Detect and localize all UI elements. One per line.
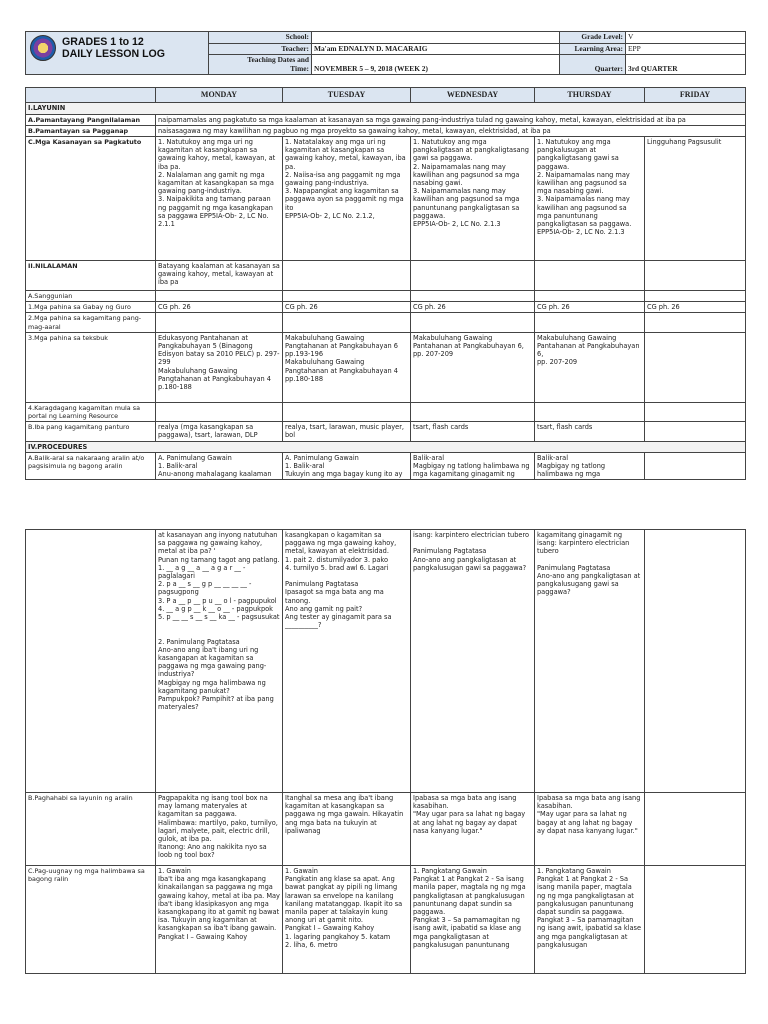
cell-thursday: Ipabasa sa mga bata ang isang kasabihan. "May ugar para sa lahat ng bagay at ang lahat ng bagay ay dapat nasa kanyang lugar." bbox=[535, 793, 645, 866]
day-header-row bbox=[26, 88, 746, 103]
lesson-log-table-page-1 bbox=[25, 87, 746, 480]
grade-value: V bbox=[626, 32, 746, 44]
cell-monday: 1. Natutukoy ang mga uri ng kagamitan at kasangkapan sa gawaing kahoy, metal, kawayan, at iba pa. 2. Nalalaman ang gamit ng mga kagamitan at kasangkapan sa mga gawaing pang-industriya. 3. Naipakikita ang tamang paraan ng paggamit ng mga kasangkapan sa paggawa EPP5IA-Ob- 2, LC No. 2.1.1 bbox=[156, 136, 283, 260]
cell-thursday: Makabuluhang Gawaing Pantahanan at Pangkabuhayan 6, pp. 207-209 bbox=[535, 332, 645, 402]
day-friday: FRIDAY bbox=[645, 88, 746, 103]
dates-label-line-1: Teaching Dates and bbox=[247, 55, 309, 65]
cell-wednesday bbox=[411, 260, 535, 290]
section-title: IV.PROCEDURES bbox=[26, 441, 746, 452]
cell-friday bbox=[645, 422, 746, 441]
cell-monday: Batayang kaalaman at kasanayan sa gawaing kahoy, metal, kawayan at iba pa bbox=[156, 260, 283, 290]
title-block bbox=[26, 32, 209, 75]
row-label: C.Mga Kasanayan sa Pagkatuto bbox=[26, 136, 156, 260]
cell-monday: realya (mga kasangkapan sa paggawa), tsart, larawan, DLP bbox=[156, 422, 283, 441]
day-thursday: THURSDAY bbox=[535, 88, 645, 103]
section-title: I.LAYUNIN bbox=[26, 103, 746, 114]
cell-friday bbox=[645, 452, 746, 480]
cell-tuesday: A. Panimulang Gawain 1. Balik-aral Tukuyin ang mga bagay kung ito ay bbox=[283, 452, 411, 480]
cell-thursday: 1. Pangkatang Gawain Pangkat 1 at Pangkat 2 - Sa isang manila paper, magtala ng ng mga pangkaligtasan at pangkalusugan panuntunang dapat sundin sa paggawa. Pangkat 3 – Sa pamamagitan ng isang awit, ipabatid sa klase ang mga pangkaligtasan at pangkalusugan bbox=[535, 866, 645, 974]
row-value: naisasagawa ng may kawilihan ng pagbuo ng mga proyekto sa gawaing kahoy, metal, kawayan, elektrisidad, at iba pa bbox=[156, 125, 746, 136]
row-gabay bbox=[26, 302, 746, 313]
day-tuesday: TUESDAY bbox=[283, 88, 411, 103]
row-kagamitan bbox=[26, 313, 746, 332]
grade-label: Grade Level: bbox=[560, 32, 626, 44]
cell-wednesday: tsart, flash cards bbox=[411, 422, 535, 441]
area-value: EPP bbox=[626, 43, 746, 55]
cell-friday: Lingguhang Pagsusulit bbox=[645, 136, 746, 260]
lesson-log-header bbox=[25, 31, 746, 75]
cell-wednesday: CG ph. 26 bbox=[411, 302, 535, 313]
lesson-log-page-1 bbox=[25, 31, 745, 479]
teacher-label: Teacher: bbox=[209, 43, 312, 55]
quarter-value: 3rd QUARTER bbox=[626, 55, 746, 75]
row-teksbuk bbox=[26, 332, 746, 402]
row-label bbox=[26, 530, 156, 793]
row-value: naipamamalas ang pagkatuto sa mga kaalaman at kasanayan sa mga gawaing pang-industriya tulad ng gawaing kahoy, metal, kawayan, elektrisidad at iba pa bbox=[156, 114, 746, 125]
cell-wednesday: Makabuluhang Gawaing Pantahanan at Pangkabuhayan 6, pp. 207-209 bbox=[411, 332, 535, 402]
lesson-log-table-page-2 bbox=[25, 529, 746, 974]
row-label: B.Pamantayan sa Pagganap bbox=[26, 125, 156, 136]
row-pag-uugnay bbox=[26, 866, 746, 974]
section-layunin bbox=[26, 103, 746, 114]
row-balik-aral-continued bbox=[26, 530, 746, 793]
cell-wednesday: 1. Natutukoy ang mga pangkaligtasan at pangkaligtasang gawi sa paggawa. 2. Naipamamalas nang may kawilihan ang pagsunod sa mga nasabing gawi. 3. Naipamamalas nang may kawilihan ang pagsunod sa mga panuntunang pangkaligtasan sa paggawa. EPP5IA-Ob- 2, LC No. 2.1.3 bbox=[411, 136, 535, 260]
row-label: II.NILALAMAN bbox=[26, 260, 156, 290]
cell-friday bbox=[645, 866, 746, 974]
row-sanggunian bbox=[26, 290, 746, 301]
cell-tuesday: CG ph. 26 bbox=[283, 302, 411, 313]
teacher-value: Ma'am EDNALYN D. MACARAIG bbox=[312, 43, 560, 55]
row-balik-aral bbox=[26, 452, 746, 480]
cell-monday: CG ph. 26 bbox=[156, 302, 283, 313]
day-monday: MONDAY bbox=[156, 88, 283, 103]
title-line-1: GRADES 1 to 12 bbox=[62, 36, 144, 48]
row-label: C.Pag-uugnay ng mga halimbawa sa bagong ralin bbox=[26, 866, 156, 974]
cell-thursday bbox=[535, 260, 645, 290]
school-value bbox=[312, 32, 560, 44]
dates-label-line-2: Time: bbox=[290, 63, 309, 73]
area-label: Learning Area: bbox=[560, 43, 626, 55]
cell-friday bbox=[645, 260, 746, 290]
cell-tuesday: 1. Gawain Pangkatin ang klase sa apat. Ang bawat pangkat ay pipili ng limang larawan sa envelope na kanilang kanilang matatanggap. Ikapit ito sa manila paper at talakayin kung anong uri at gamit nito. Pangkat I – Gawaing Kahoy 1. lagaring pangkahoy 5. katam 2. liha, 6. metro bbox=[283, 866, 411, 974]
row-paghahabi bbox=[26, 793, 746, 866]
dates-value: NOVEMBER 5 – 9, 2018 (WEEK 2) bbox=[312, 55, 560, 75]
row-pagganap bbox=[26, 125, 746, 136]
row-label: 4.Karagdagang kagamitan mula sa portal ng Learning Resource bbox=[26, 402, 156, 421]
cell-friday bbox=[645, 793, 746, 866]
cell-wednesday: Balik-aral Magbigay ng tatlong halimbawa ng mga kagamitang ginagamit ng bbox=[411, 452, 535, 480]
row-label: A.Pamantayang Pangnilalaman bbox=[26, 114, 156, 125]
cell-monday: at kasanayan ang inyong natutuhan sa paggawa ng gawaing kahoy, metal at iba pa? ' Punan ng tamang tagot ang patlang. 1. __ a g __ a __ a g a r __ - paglalagari 2. p a __ s __ g p __ __ __ __ - pagsugpong 3. P a __ p __ p u __ o l - pagpupukol 4. __ a g p __ k __ o __ - pagpukpok 5. p __ __ s __ s __ ka __ - pagsusukat 2. Panimulang Pagtatasa Ano-ano ang iba't ibang uri ng kasangapan at kagamitan sa paggawa ng mga gawaing pang-industriya? Magbigay ng mga halimbawa ng kagamitang panukat? Pampukpok? Pampihit? at iba pang materyales? bbox=[156, 530, 283, 793]
cell-tuesday: realya, tsart, larawan, music player, bol bbox=[283, 422, 411, 441]
row-pangnilalaman bbox=[26, 114, 746, 125]
title-line-2: DAILY LESSON LOG bbox=[62, 48, 166, 60]
row-portal bbox=[26, 402, 746, 421]
lesson-log-page-2 bbox=[25, 529, 745, 974]
row-nilalaman bbox=[26, 260, 746, 290]
cell-friday bbox=[645, 332, 746, 402]
row-label: 1.Mga pahina sa Gabay ng Guro bbox=[26, 302, 156, 313]
cell-thursday: tsart, flash cards bbox=[535, 422, 645, 441]
cell-friday bbox=[645, 530, 746, 793]
cell-wednesday: 1. Pangkatang Gawain Pangkat 1 at Pangkat 2 - Sa isang manila paper, magtala ng ng mga pangkaligtasan at pangkalusugan panuntunang dapat sundin sa paggawa. Pangkat 3 – Sa pamamagitan ng isang awit, ipabatid sa klase ang mga pangkaligtasan at pangkalusugan panuntunang bbox=[411, 866, 535, 974]
row-iba-pang-kagamitan bbox=[26, 422, 746, 441]
cell-tuesday: kasangkapan o kagamitan sa paggawa ng mga gawaing kahoy, metal, kawayan at elektrisidad. 1. pait 2. distumilyador 3. pako 4. turnilyo 5. brad awl 6. Lagari Panimulang Pagtatasa Ipasagot sa mga bata ang ma tanong. Ano ang gamit ng pait? Ang tester ay ginagamit para sa __________? bbox=[283, 530, 411, 793]
row-label: B.Iba pang kagamitang panturo bbox=[26, 422, 156, 441]
cell-wednesday: isang: karpintero electrician tubero Panimulang Pagtatasa Ano-ano ang pangkaligtasan at pangkalusugan gawi sa paggawa? bbox=[411, 530, 535, 793]
cell-monday: Pagpapakita ng isang tool box na may lamang materyales at kagamitan sa paggawa. Halimbawa: martilyo, pako, turnilyo, lagari, malyete, pait, electric drill, gulok, at iba pa. Itanong: Ano ang nakikita nyo sa loob ng tool box? bbox=[156, 793, 283, 866]
corner-cell bbox=[26, 88, 156, 103]
row-kasanayan bbox=[26, 136, 746, 260]
cell-thursday: 1. Natutukoy ang mga pangkalusugan at pangkaligtasang gawi sa paggawa. 2. Naipamamalas nang may kawilihan ang pagsunod sa mga nasabing gawi. 3. Naipamamalas nang may kawilihan ang pagsunod sa mga panuntunang pangkaligtasan sa paggawa. EPP5IA-Ob- 2, LC No. 2.1.3 bbox=[535, 136, 645, 260]
cell-monday: Edukasyong Pantahanan at Pangkabuhayan 5 (Binagong Edisyon batay sa 2010 PELC) p. 297-299 Makabuluhang Gawaing Pangtahanan at Pangkabuhayan 4 p.180-188 bbox=[156, 332, 283, 402]
cell-friday: CG ph. 26 bbox=[645, 302, 746, 313]
section-procedures bbox=[26, 441, 746, 452]
cell-thursday: CG ph. 26 bbox=[535, 302, 645, 313]
cell-monday: 1. Gawain Iba't iba ang mga kasangkapang kinakailangan sa paggawa ng mga gawaing kahoy, metal at iba pa. May iba't ibang klasipkasyon ang mga kasangkapang ito at gamit ng bawat isa. Tukuyin ang kagamitan at kasangkapan sa iba't ibang gawain. Pangkat I – Gawaing Kahoy bbox=[156, 866, 283, 974]
cell-wednesday: Ipabasa sa mga bata ang isang kasabihan. "May ugar para sa lahat ng bagay at ang lahat ng bagay ay dapat nasa kanyang lugar." bbox=[411, 793, 535, 866]
cell-tuesday: Itanghal sa mesa ang iba't ibang kagamitan at kasangkapan sa paggawa ng mga gawain. Hikayatin ang mga bata na tukuyin at ipaliwanag bbox=[283, 793, 411, 866]
row-label: 3.Mga pahina sa teksbuk bbox=[26, 332, 156, 402]
cell-tuesday: 1. Natatalakay ang mga uri ng kagamitan at kasangkapan sa gawaing kahoy, metal, kawayan, iba pa. 2. Naiisa-isa ang paggamit ng mga gawaing pang-industriya. 3. Napapangkat ang kagamitan sa paggawa ayon sa paggamit ng mga ito EPP5IA-Ob- 2, LC No. 2.1.2, bbox=[283, 136, 411, 260]
cell-tuesday bbox=[283, 260, 411, 290]
dates-label bbox=[209, 55, 312, 75]
deped-seal-icon bbox=[30, 35, 56, 61]
cell-monday: A. Panimulang Gawain 1. Balik-aral Anu-anong mahalagang kaalaman bbox=[156, 452, 283, 480]
day-wednesday: WEDNESDAY bbox=[411, 88, 535, 103]
row-label: A.Balik-aral sa nakaraang aralin at/o pagsisimula ng bagong aralin bbox=[26, 452, 156, 480]
cell-thursday: kagamitang ginagamit ng isang: karpintero electrician tubero Panimulang Pagtatasa Ano-ano ang pangkaligtasan at pangkalusugang gawi sa paggawa? bbox=[535, 530, 645, 793]
cell-thursday: Balik-aral Magbigay ng tatlong halimbawa ng mga bbox=[535, 452, 645, 480]
quarter-label: Quarter: bbox=[560, 55, 626, 75]
cell-tuesday: Makabuluhang Gawaing Pangtahanan at Pangkabuhayan 6 pp.193-196 Makabuluhang Gawaing Pangtahanan at Pangkabuhayan 4 pp.180-188 bbox=[283, 332, 411, 402]
row-label: A.Sanggunian bbox=[26, 290, 156, 301]
row-label: 2.Mga pahina sa kagamitang pang-mag-aaral bbox=[26, 313, 156, 332]
row-label: B.Paghahabi sa layunin ng aralin bbox=[26, 793, 156, 866]
school-label: School: bbox=[209, 32, 312, 44]
